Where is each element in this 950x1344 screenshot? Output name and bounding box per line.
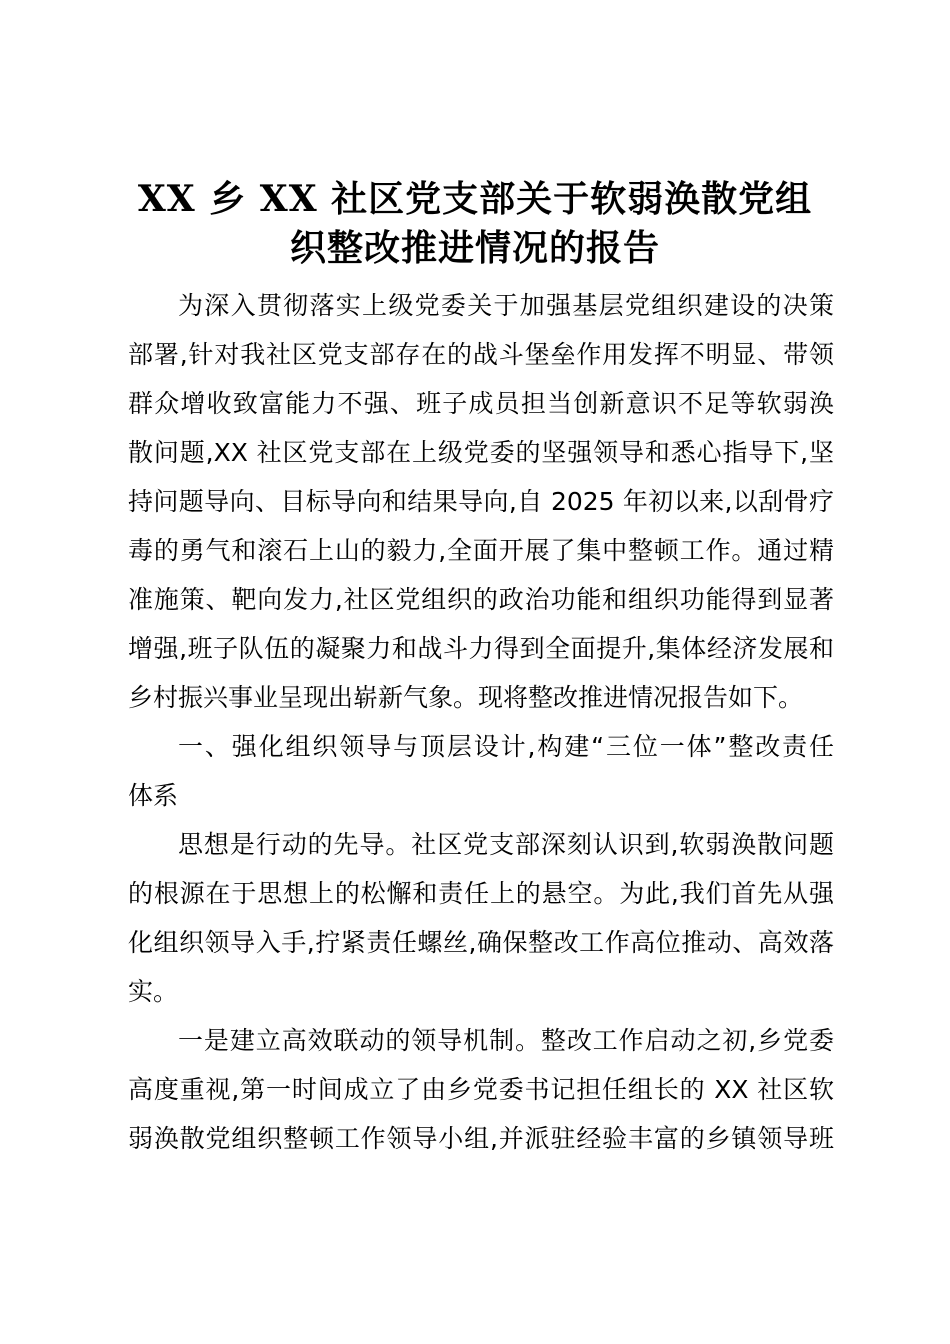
- paragraph-item-1: [128, 1016, 834, 1163]
- text-line: 的根源在于思想上的松懈和责任上的悬空。为此,我们首先从强: [128, 879, 834, 908]
- text-line: 高度重视,第一时间成立了由乡党委书记担任组长的 XX 社区软: [128, 1075, 834, 1104]
- text-line: 散问题,XX 社区党支部在上级党委的坚强领导和悉心指导下,坚: [128, 438, 834, 467]
- text-line: 弱涣散党组织整顿工作领导小组,并派驻经验丰富的乡镇领导班: [128, 1124, 834, 1153]
- document-body: [128, 281, 834, 1163]
- text-line: 准施策、靶向发力,社区党组织的政治功能和组织功能得到显著: [128, 585, 834, 614]
- text-line: 化组织领导入手,拧紧责任螺丝,确保整改工作高位推动、高效落: [128, 928, 834, 957]
- text-line: 实。: [128, 977, 179, 1006]
- paragraph-intro: [128, 281, 834, 722]
- text-line: 毒的勇气和滚石上山的毅力,全面开展了集中整顿工作。通过精: [128, 536, 834, 565]
- paragraph-section-1-intro: [128, 820, 834, 1016]
- text-line: 一是建立高效联动的领导机制。整改工作启动之初,乡党委: [178, 1026, 834, 1055]
- text-line: 为深入贯彻落实上级党委关于加强基层党组织建设的决策: [178, 291, 834, 320]
- title-line-1: XX 乡 XX 社区党支部关于软弱涣散党组: [137, 178, 813, 220]
- document-title: [100, 175, 850, 273]
- heading-line: 体系: [128, 781, 179, 810]
- text-line: 群众增收致富能力不强、班子成员担当创新意识不足等软弱涣: [128, 389, 834, 418]
- text-line: 乡村振兴事业呈现出崭新气象。现将整改推进情况报告如下。: [128, 683, 804, 712]
- text-line: 持问题导向、目标导向和结果导向,自 2025 年初以来,以刮骨疗: [128, 487, 834, 516]
- text-line: 部署,针对我社区党支部存在的战斗堡垒作用发挥不明显、带领: [128, 340, 834, 369]
- text-line: 思想是行动的先导。社区党支部深刻认识到,软弱涣散问题: [178, 830, 834, 859]
- section-heading-1: [128, 722, 834, 820]
- title-line-2: 织整改推进情况的报告: [289, 227, 660, 269]
- text-line: 增强,班子队伍的凝聚力和战斗力得到全面提升,集体经济发展和: [128, 634, 834, 663]
- heading-line: 一、强化组织领导与顶层设计,构建“三位一体”整改责任: [178, 732, 834, 761]
